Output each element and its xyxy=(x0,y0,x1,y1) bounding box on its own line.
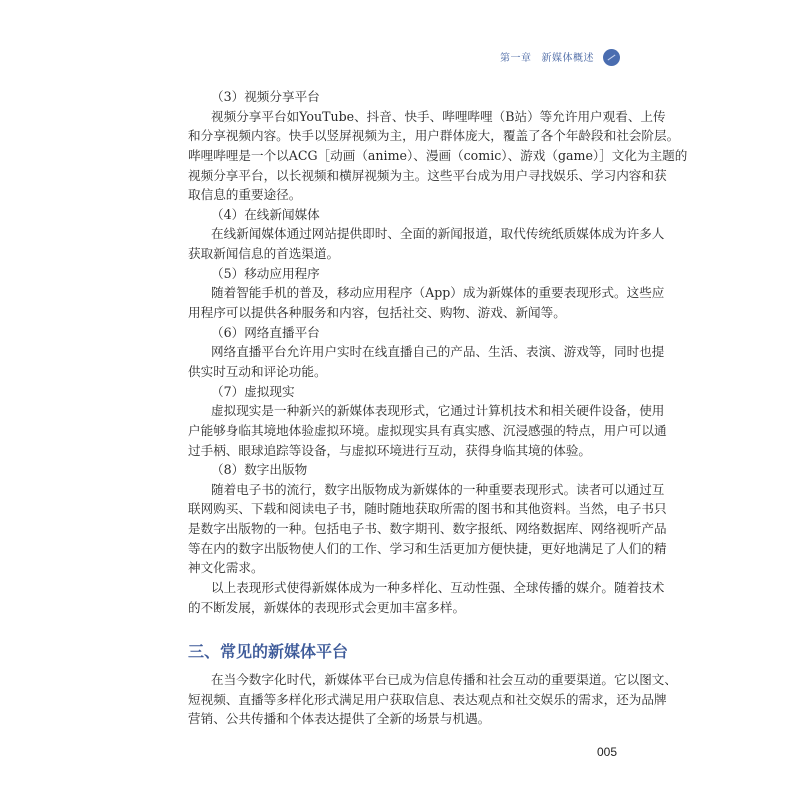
chapter-number: 第一章 xyxy=(500,53,532,64)
text-line: 短视频、直播等多样化形式满足用户获取信息、表达观点和社交娱乐的需求，还为品牌 xyxy=(188,691,667,707)
text-line: 供实时互动和评论功能。 xyxy=(188,363,327,379)
text-line: 是数字出版物的一种。包括电子书、数字期刊、数字报纸、网络数据库、网络视听产品 xyxy=(188,521,667,537)
text-line: 获取新闻信息的首选渠道。 xyxy=(188,246,340,262)
text-line: 用程序可以提供各种服务和内容，包括社交、购物、游戏、新闻等。 xyxy=(188,305,566,321)
text-line: 以上表现形式使得新媒体成为一种多样化、互动性强、全球传播的媒介。随着技术 xyxy=(211,580,665,596)
subheading xyxy=(188,382,618,402)
text-line: 视频分享平台，以长视频和横屏视频为主。这些平台成为用户寻找娱乐、学习内容和获 xyxy=(188,167,667,183)
text-line: （6）网络直播平台 xyxy=(211,324,320,340)
section-intro xyxy=(188,670,677,729)
subheading xyxy=(188,323,618,343)
text-line: （4）在线新闻媒体 xyxy=(211,206,320,222)
text-line: 营销、公共传播和个体表达提供了全新的场景与机遇。 xyxy=(188,711,491,727)
paragraph xyxy=(188,283,665,322)
page-number: 005 xyxy=(597,745,618,759)
running-header xyxy=(490,49,594,64)
text-line: 等在内的数字出版物使人们的工作、学习和生活更加方便快捷，更好地满足了人们的精 xyxy=(188,540,667,556)
text-line: 网络直播平台允许用户实时在线直播自己的产品、生活、表演、游戏等，同时也提 xyxy=(211,344,665,360)
text-line: 和分享视频内容。快手以竖屏视频为主，用户群体庞大，覆盖了各个年龄段和社会阶层。 xyxy=(188,128,680,144)
text-line: 在当今数字化时代，新媒体平台已成为信息传播和社会互动的重要渠道。它以图文、 xyxy=(211,672,677,687)
text-line: 随着智能手机的普及，移动应用程序（App）成为新媒体的重要表现形式。这些应 xyxy=(211,285,665,301)
body-text xyxy=(188,87,688,617)
text-line: 在线新闻媒体通过网站提供即时、全面的新闻报道，取代传统纸质媒体成为许多人 xyxy=(211,226,665,242)
paragraph xyxy=(188,578,665,617)
paragraph xyxy=(188,480,667,578)
text-line: 神文化需求。 xyxy=(188,560,264,576)
text-line: （3）视频分享平台 xyxy=(211,89,320,104)
text-line: 随着电子书的流行，数字出版物成为新媒体的一种重要表现形式。读者可以通过互 xyxy=(211,481,665,497)
subheading xyxy=(188,460,618,480)
text-line: （7）虚拟现实 xyxy=(211,383,295,399)
subheading xyxy=(188,264,618,284)
text-line: 哔哩哔哩是一个以ACG［动画（anime）、漫画（comic）、游戏（game）］文化为主题的 xyxy=(188,147,688,163)
paragraph xyxy=(188,224,665,263)
text-line: 过手柄、眼球追踪等设备，与虚拟环境进行互动，获得身临其境的体验。 xyxy=(188,442,591,458)
chapter-badge-icon xyxy=(603,49,620,66)
paragraph xyxy=(188,401,667,460)
text-line: 虚拟现实是一种新兴的新媒体表现形式，它通过计算机技术和相关硬件设备，使用 xyxy=(211,403,665,419)
paragraph xyxy=(188,107,688,205)
paragraph xyxy=(188,342,665,381)
chapter-title: 新媒体概述 xyxy=(541,53,594,64)
section-heading: 三、常见的新媒体平台 xyxy=(188,642,349,661)
text-line: 视频分享平台如YouTube、抖音、快手、哔哩哔哩（B站）等允许用户观看、上传 xyxy=(211,108,666,124)
subheading xyxy=(188,205,618,225)
text-line: 取信息的重要途径。 xyxy=(188,187,302,203)
text-line: 联网购买、下载和阅读电子书，随时随地获取所需的图书和其他资料。当然，电子书只 xyxy=(188,501,667,517)
text-line: （5）移动应用程序 xyxy=(211,265,320,281)
subheading xyxy=(188,87,618,107)
text-line: 的不断发展，新媒体的表现形式会更加丰富多样。 xyxy=(188,599,466,615)
text-line: （8）数字出版物 xyxy=(211,462,308,478)
text-line: 户能够身临其境地体验虚拟环境。虚拟现实具有真实感、沉浸感强的特点，用户可以通 xyxy=(188,422,667,438)
